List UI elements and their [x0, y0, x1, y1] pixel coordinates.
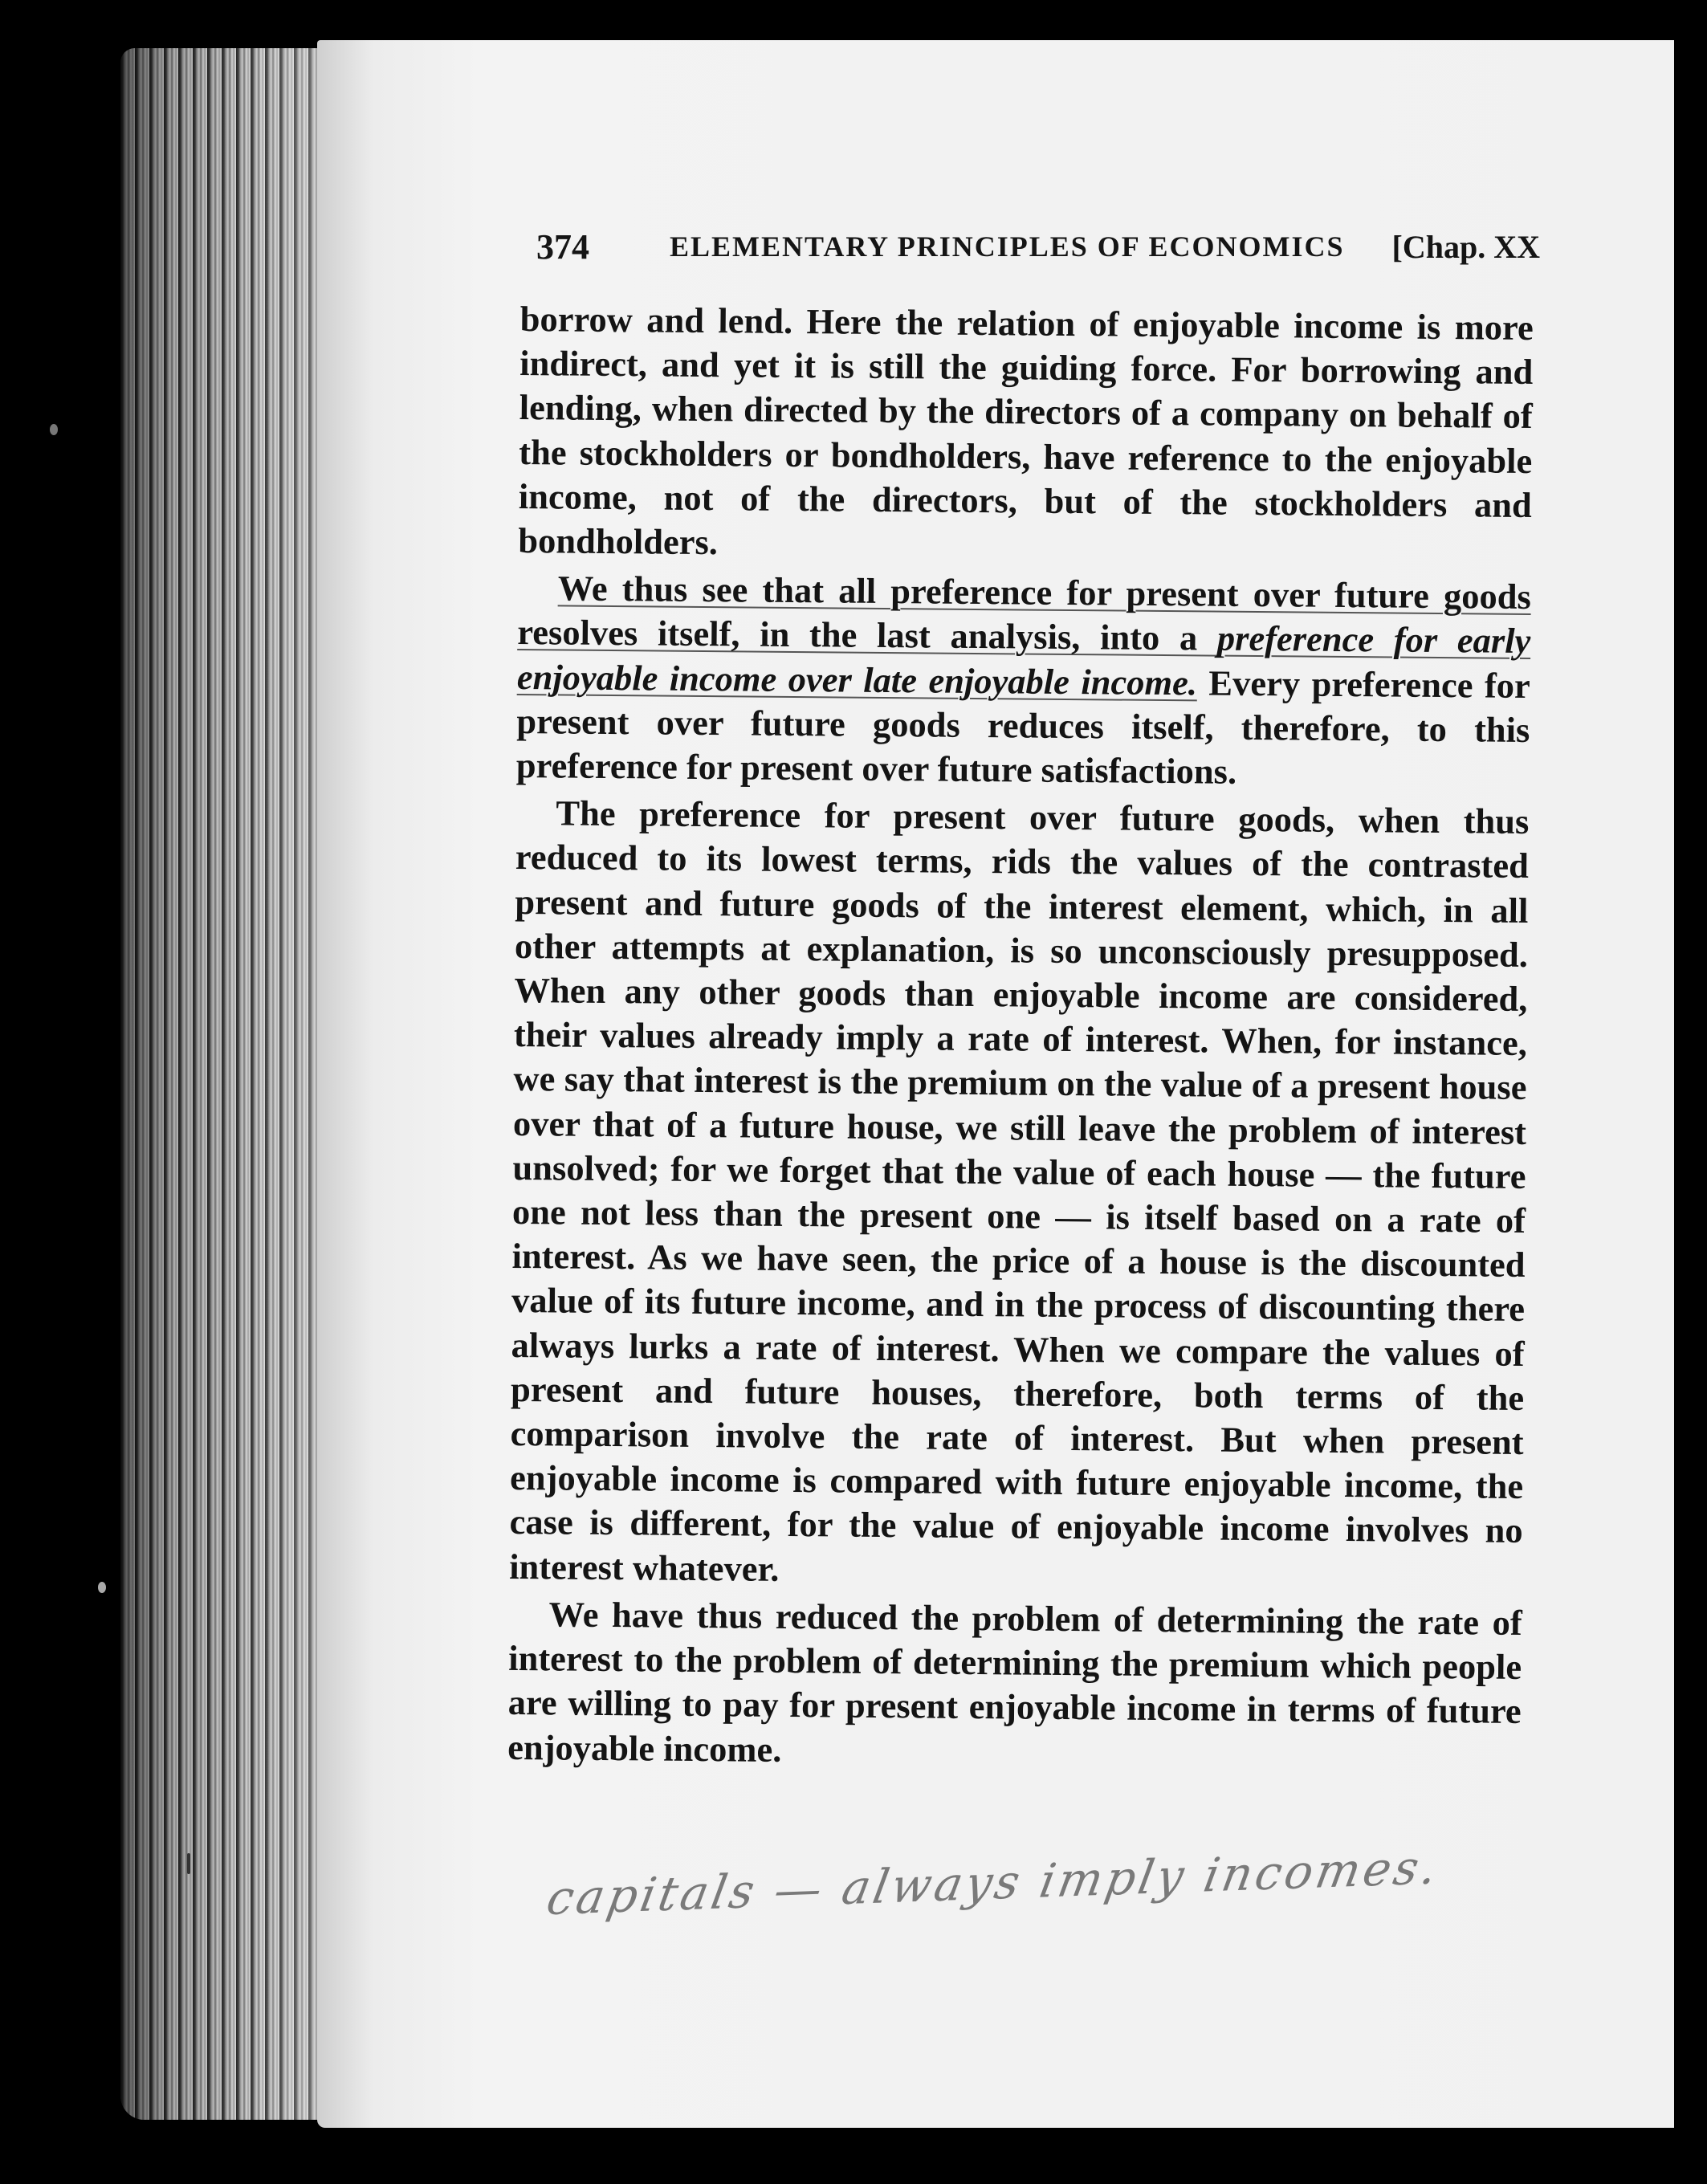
paragraph-2-underlined-text: We thus see that all preference for present over future goods resolves itself, in the last analysis, into a	[517, 568, 1532, 659]
dust-speck	[50, 424, 58, 435]
paragraph-2-italic-emphasis: preference for early enjoyable income over late enjoyable income.	[516, 618, 1531, 703]
dust-speck	[98, 1582, 106, 1593]
body-text	[507, 297, 1534, 1782]
running-head	[536, 226, 1540, 275]
dust-speck	[187, 1853, 190, 1874]
running-head-title: ELEMENTARY PRINCIPLES OF ECONOMICS	[670, 230, 1345, 263]
paragraph-1	[518, 297, 1534, 572]
running-head-chapter: [Chap. XX	[1391, 229, 1540, 265]
paragraph-4	[507, 1592, 1522, 1779]
paragraph-3	[509, 791, 1530, 1598]
paragraph-2	[516, 566, 1531, 797]
page-number: 374	[536, 227, 589, 267]
paragraph-1-text: borrow and lend. Here the relation of enjoyable income is more indirect, and yet it is still the guiding force. For borrowing and lending, when directed by the directors of a company on behalf of the stockholders or bondholders, have reference to the enjoyable income, not of the directors, but of the stockholders and bondholders.	[518, 298, 1534, 563]
paragraph-4-text: We have thus reduced the problem of determining the rate of interest to the problem of determining the premium which people are willing to pay for present enjoyable income in terms of future enjoyable income.	[507, 1594, 1522, 1770]
handwritten-margin-note: capitals — always imply incomes.	[542, 1839, 1444, 1926]
paragraph-3-text: The preference for present over future goods, when thus reduced to its lowest terms, rids the values of the contrasted present and future goods of the interest element, which, in all other attempts at explanation, is so unconsciously presupposed. When any other goods than enjoyable income are considered, their values already imply a rate of interest. When, for instance, we say that interest is the premium on the value of a present house over that of a future house, we still leave the problem of interest unsolved; for we forget that the value of each house — the future one not less than the present one — is itself based on a rate of interest. As we have seen, the price of a house is the discounted value of its future income, and in the process of discounting there always lurks a rate of interest. When we compare the values of present and future houses, therefore, both terms of the comparison involve the rate of interest. But when present enjoyable income is compared with future enjoyable income, the case is different, for the value of enjoyable income involves no interest whatever.	[508, 793, 1530, 1589]
paragraph-2-text: Every preference for present over future goods reduces itself, therefore, to this preference for present over future satisfactions.	[515, 662, 1531, 792]
book-page-edges	[120, 48, 333, 2120]
